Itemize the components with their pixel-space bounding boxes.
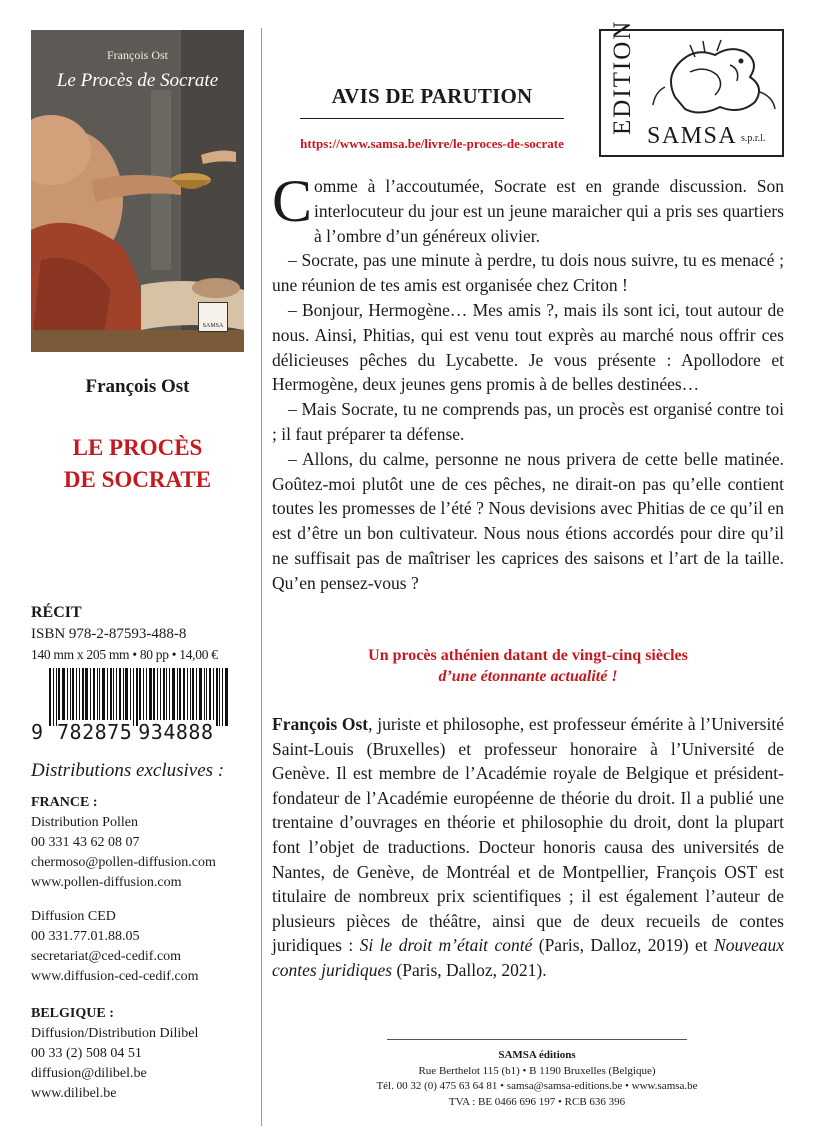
- barcode-bar: [169, 668, 170, 726]
- france-email[interactable]: chermoso@pollen-diffusion.com: [31, 855, 216, 870]
- barcode-bar: [196, 668, 197, 726]
- ced-email[interactable]: secretariat@ced-cedif.com: [31, 949, 182, 964]
- belgique-heading: BELGIQUE :: [31, 1006, 114, 1021]
- barcode-bar: [113, 668, 114, 726]
- barcode-bar: [107, 668, 108, 726]
- ced-distributor: Diffusion CED: [31, 909, 116, 924]
- logo-samsa: SAMSA: [647, 123, 738, 149]
- ced-website[interactable]: www.diffusion-ced-cedif.com: [31, 969, 199, 984]
- logo-edition: EDITION: [609, 19, 636, 135]
- barcode-bar: [199, 668, 202, 726]
- barcode-bar: [153, 668, 155, 726]
- cover-publisher-logo: [198, 302, 228, 332]
- barcode-bar: [79, 668, 80, 726]
- barcode-bar: [82, 668, 84, 726]
- barcode-bar: [139, 668, 141, 726]
- barcode-bar: [97, 668, 98, 726]
- barcode-bar: [133, 668, 134, 726]
- excerpt-paragraph-5: – Allons, du calme, personne ne nous privera de cette belle matinée. Goûtez-moi plutôt une de ces pêches, ne dirait-on pas qu’elle contient toutes les promesses de l’été ? Nous devisions avec Phitias de ce qu’il en est d’être un bon cultivateur. Nous nous étions accordés pour dire qu’il ne suffisait pas de maîtriser les caprices des saisons et l’art de la taille. Qu’en pensez-vous ?: [272, 448, 784, 593]
- barcode-bar: [216, 668, 218, 726]
- barcode-bar: [157, 668, 158, 726]
- tagline-line-2: d’une étonnante actualité !: [438, 668, 618, 685]
- belgique-website[interactable]: www.dilibel.be: [31, 1086, 117, 1101]
- page-title: AVIS DE PARUTION: [331, 84, 533, 108]
- barcode-bar: [53, 668, 54, 726]
- footer-address: Rue Berthelot 115 (b1) • B 1190 Bruxelles (Belgique): [418, 1064, 656, 1077]
- excerpt-paragraph-4: – Mais Socrate, tu ne comprends pas, un procès est organisé contre toi ; il faut préparer ta défense.: [272, 399, 784, 444]
- barcode-bar: [85, 668, 88, 726]
- book-url-link[interactable]: https://www.samsa.be/livre/le-proces-de-socrate: [300, 136, 564, 151]
- barcode-bar: [119, 668, 121, 726]
- excerpt-paragraph-1-text: omme à l’accoutumée, Socrate est en grande discussion. Son interlocuteur du jour est un jeune maraicher qui a pris ses quartiers à l’ombre d’un généreux olivier.: [314, 176, 784, 246]
- book-title-line-1: LE PROCÈS: [72, 435, 203, 460]
- book-specs: 140 mm x 205 mm • 80 pp • 14,00 €: [31, 647, 218, 662]
- distribution-ced: [31, 907, 199, 987]
- publisher-logo: [599, 19, 784, 157]
- column-divider: [261, 28, 262, 1126]
- barcode-bar: [160, 668, 161, 726]
- griffin-emblem-icon: [645, 37, 780, 119]
- distribution-france: [31, 793, 216, 893]
- barcode-bar: [183, 668, 185, 726]
- barcode-bar: [179, 668, 181, 726]
- barcode-bar: [222, 668, 223, 726]
- book-title-line-2: DE SOCRATE: [63, 467, 212, 492]
- barcode-bar: [136, 668, 138, 726]
- barcode-bar: [146, 668, 147, 726]
- barcode-bar: [206, 668, 207, 726]
- barcode-bar: [99, 668, 100, 726]
- footer-tva: TVA : BE 0466 696 197 • RCB 636 396: [448, 1095, 626, 1108]
- barcode-bar: [70, 668, 71, 726]
- footer-divider: [387, 1039, 687, 1040]
- bio-book-1: Si le droit m’était conté: [359, 935, 533, 956]
- excerpt-paragraph-3: – Bonjour, Hermogène… Mes amis ?, mais ils sont ici, tout autour de nous. Ainsi, Phitias, qui est venu tout exprès au marché nous offrir ces délicieuses pêches du Lycabette. Je vous présente : Apollodore et Hermogène, deux jeunes gens promis à de belles destinées…: [272, 299, 784, 395]
- drop-cap: C: [272, 168, 313, 234]
- author-bio: [272, 712, 784, 983]
- footer-contact: Tél. 00 32 (0) 475 63 64 81 • samsa@samsa-editions.be • www.samsa.be: [376, 1080, 698, 1092]
- excerpt-text: [272, 168, 784, 596]
- barcode-bar: [56, 668, 57, 726]
- barcode-bar: [143, 668, 144, 726]
- cover-author: François Ost: [107, 48, 168, 62]
- barcode-bar: [67, 668, 68, 726]
- belgique-email[interactable]: diffusion@dilibel.be: [31, 1066, 147, 1081]
- title-underline: [300, 118, 564, 119]
- bio-text-1: , juriste et philosophe, est professeur émérite à l’Université Saint-Louis (Bruxelles) et professeur honoraire à l’Université de Genève. Il est membre de l’Académie royale de Belgique et président-fondateur de l’Académie européenne de théorie du droit. Il a publié une trentaine d’ouvrages en théorie et philosophie du droit, dont la plupart font l’objet de traductions. Docteur honoris causa des universités de Nantes, de Genève, de Montréal et de Montpellier, François OST est titulaire de nombreux prix scientifiques ; il est également l’auteur de plusieurs pièces de théâtre, ainsi que de deux recueils de contes juridiques :: [272, 714, 784, 956]
- france-distributor: Distribution Pollen: [31, 815, 138, 830]
- barcode-bar: [62, 668, 65, 726]
- barcode-bar: [123, 668, 124, 726]
- barcode-bar: [204, 668, 205, 726]
- barcode-bar: [72, 668, 74, 726]
- barcode-bars: [49, 668, 245, 726]
- publisher-footer: [272, 1048, 802, 1110]
- barcode-bar: [90, 668, 91, 726]
- barcode-bar: [130, 668, 131, 726]
- france-heading: FRANCE :: [31, 795, 98, 810]
- belgique-phone: 00 33 (2) 508 04 51: [31, 1046, 142, 1061]
- barcode-digits: [31, 720, 247, 744]
- genre-label: RÉCIT: [31, 604, 82, 621]
- barcode-bar: [209, 668, 211, 726]
- barcode-bar: [219, 668, 220, 726]
- barcode-bar: [76, 668, 77, 726]
- isbn: ISBN 978-2-87593-488-8: [31, 626, 187, 642]
- barcode-digit-prefix: 9: [31, 720, 49, 744]
- bio-book-2: Nouveaux contes juridiques: [272, 935, 784, 980]
- barcode-digit-group-2: 934888: [138, 720, 214, 744]
- distribution-belgique: [31, 1004, 198, 1104]
- cover-title: Le Procès de Socrate: [56, 70, 219, 91]
- tagline-line-1: Un procès athénien datant de vingt-cinq siècles: [368, 647, 688, 664]
- belgique-distributor: Diffusion/Distribution Dilibel: [31, 1026, 199, 1041]
- barcode-bar: [192, 668, 194, 726]
- barcode-bar: [166, 668, 167, 726]
- barcode-bar: [49, 668, 51, 726]
- cover-logo-text: SAMSA: [202, 323, 224, 329]
- book-cover-image: [31, 30, 244, 352]
- bio-author-name: François Ost: [272, 714, 369, 734]
- book-author: François Ost: [85, 376, 190, 397]
- barcode-bar: [116, 668, 117, 726]
- france-website[interactable]: www.pollen-diffusion.com: [31, 875, 182, 890]
- barcode-bar: [177, 668, 178, 726]
- barcode-bar: [187, 668, 188, 726]
- bio-text-3: (Paris, Dalloz, 2021).: [392, 959, 547, 980]
- barcode-bar: [149, 668, 152, 726]
- france-phone: 00 331 43 62 08 07: [31, 835, 140, 850]
- excerpt-paragraph-2: – Socrate, pas une minute à perdre, tu dois nous suivre, tu es menacé ; une réunion de tes amis est organisée chez Criton !: [272, 250, 784, 296]
- barcode-bar: [172, 668, 175, 726]
- barcode-bar: [125, 668, 128, 726]
- bio-text-2: (Paris, Dalloz, 2019) et: [532, 935, 715, 956]
- barcode-bar: [163, 668, 165, 726]
- barcode-bar: [110, 668, 112, 726]
- ced-phone: 00 331.77.01.88.05: [31, 929, 140, 944]
- footer-publisher-name: SAMSA éditions: [498, 1049, 576, 1061]
- isbn-barcode: [31, 668, 247, 750]
- barcode-digit-group-1: 782875: [57, 720, 133, 744]
- book-title: [31, 432, 244, 496]
- barcode-bar: [190, 668, 191, 726]
- left-column: [0, 0, 260, 1148]
- barcode-bar: [58, 668, 60, 726]
- excerpt-paragraph-1: [272, 168, 784, 248]
- barcode-bar: [213, 668, 214, 726]
- tagline: [272, 645, 784, 687]
- barcode-bar: [93, 668, 95, 726]
- distribution-heading: Distributions exclusives :: [31, 760, 225, 781]
- barcode-bar: [102, 668, 105, 726]
- barcode-bar: [225, 668, 228, 726]
- logo-sprl: s.p.r.l.: [741, 133, 766, 144]
